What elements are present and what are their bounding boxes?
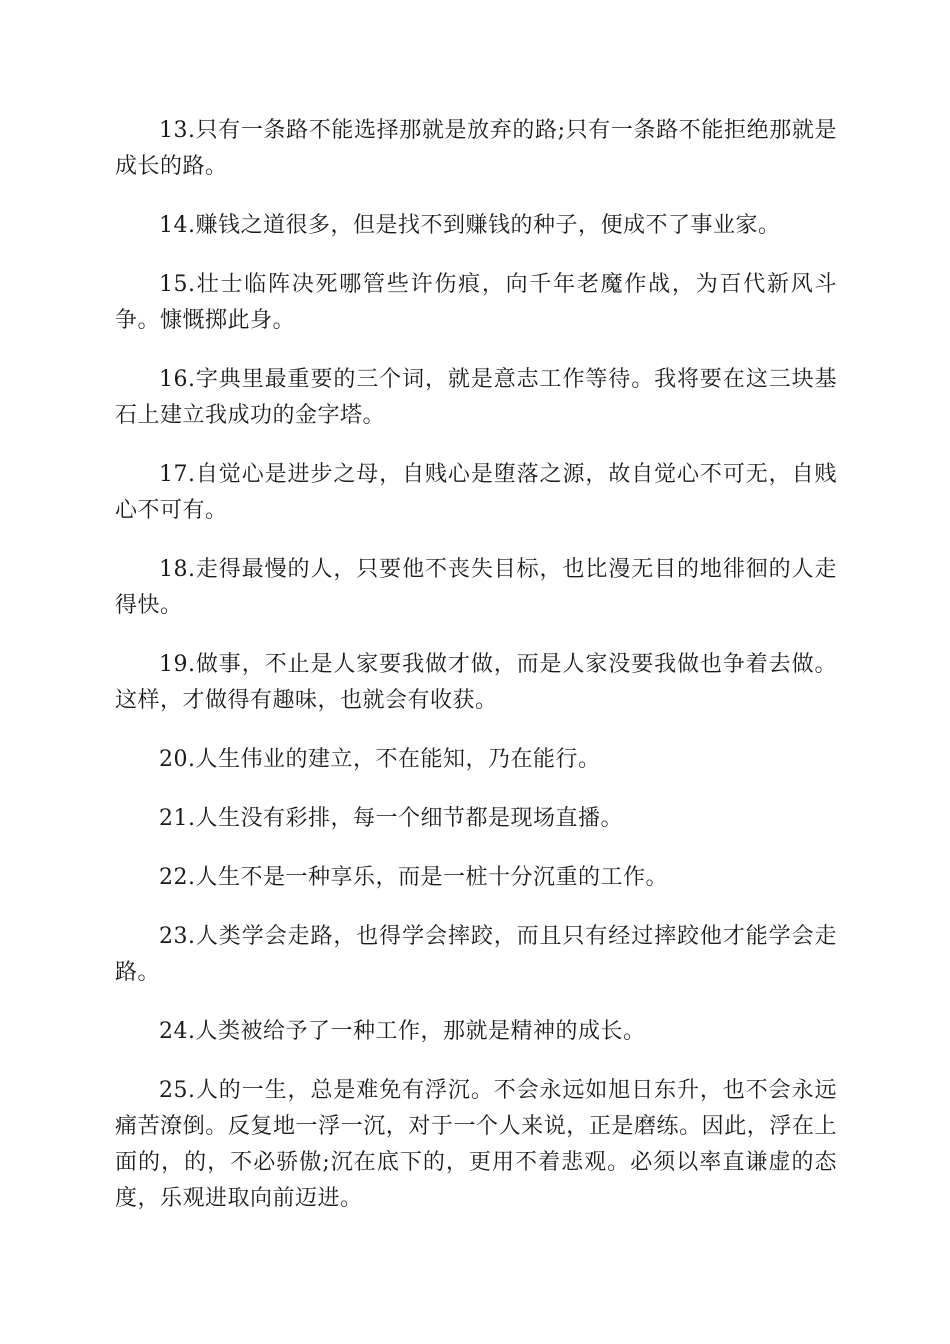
- quote-paragraph-13: 13.只有一条路不能选择那就是放弃的路;只有一条路不能拒绝那就是成长的路。: [115, 118, 837, 179]
- quote-paragraph-19: 19.做事，不止是人家要我做才做，而是人家没要我做也争着去做。这样，才做得有趣味，也就会有收获。: [115, 652, 837, 713]
- quote-paragraph-16: 16.字典里最重要的三个词，就是意志工作等待。我将要在这三块基石上建立我成功的金字塔。: [115, 367, 837, 428]
- quote-paragraph-15: 15.壮士临阵决死哪管些许伤痕，向千年老魔作战，为百代新风斗争。慷慨掷此身。: [115, 272, 837, 333]
- quote-paragraph-20: 20.人生伟业的建立，不在能知，乃在能行。: [159, 747, 601, 772]
- quote-paragraph-24: 24.人类被给予了一种工作，那就是精神的成长。: [159, 1019, 646, 1044]
- document-body: [115, 113, 837, 1240]
- quote-paragraph-17: 17.自觉心是进步之母，自贱心是堕落之源，故自觉心不可无，自贱心不可有。: [115, 462, 837, 523]
- quote-paragraph-18: 18.走得最慢的人，只要他不丧失目标，也比漫无目的地徘徊的人走得快。: [115, 557, 837, 618]
- quote-paragraph-25: 25.人的一生，总是难免有浮沉。不会永远如旭日东升，也不会永远痛苦潦倒。反复地一浮一沉，对于一个人来说，正是磨练。因此，浮在上面的，的，不必骄傲;沉在底下的，更用不着悲观。必须以率直谦虚的态度，乐观进取向前迈进。: [115, 1078, 837, 1211]
- quote-paragraph-22: 22.人生不是一种享乐，而是一桩十分沉重的工作。: [159, 865, 668, 890]
- quote-paragraph-21: 21.人生没有彩排，每一个细节都是现场直播。: [159, 806, 623, 831]
- quote-paragraph-23: 23.人类学会走路，也得学会摔跤，而且只有经过摔跤他才能学会走路。: [115, 924, 837, 985]
- quote-paragraph-14: 14.赚钱之道很多，但是找不到赚钱的种子，便成不了事业家。: [159, 213, 781, 238]
